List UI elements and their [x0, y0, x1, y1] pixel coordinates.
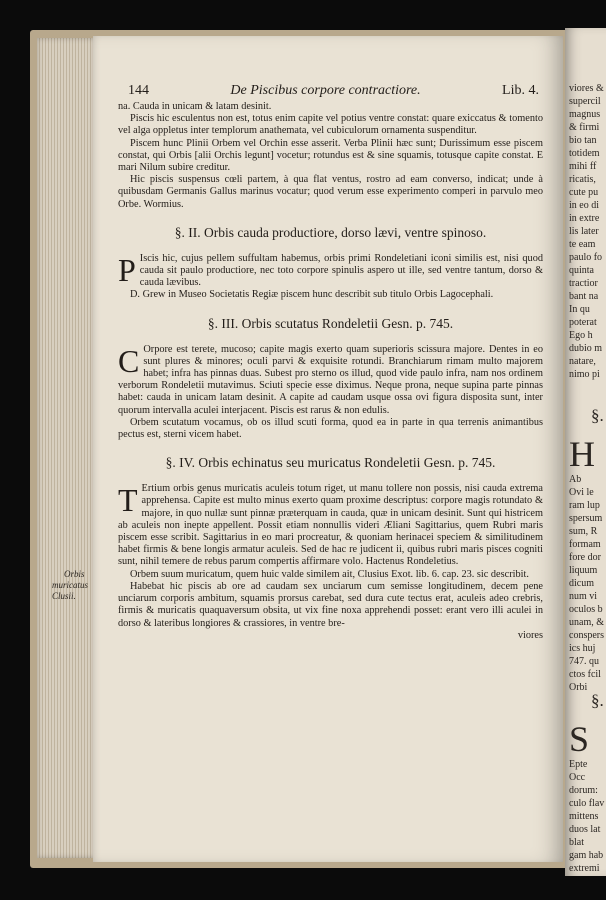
page-number: 144: [128, 83, 149, 98]
paragraph: Habebat hic piscis ab ore ad caudam sex unciarum cum semisse longitudinem, decem pene unciarum corporis ambitum, squamis prorsus carebat, sed dura cute tectus erat, aculeis adeo crebris, firmis & muricatis quaquaversum obsita, ut vix fine noxa apprehendi posset: erant vero illi aculei in dorso & lateribus longiores & crassiores, in ventre bre-: [118, 580, 543, 629]
paragraph: Hic piscis suspensus cœli partem, à qua flat ventus, rostro ad eam converso, indicat; unde à quibusdam Germanis Gallus marinus vocatur; quod verum esse experimento comperi in parvulo meo Orbe. Wormius.: [118, 174, 543, 210]
facing-line: lis later: [569, 226, 599, 237]
facing-page-text: [569, 82, 606, 875]
paragraph: [52, 568, 543, 601]
facing-line: duos lat: [569, 824, 601, 835]
section-heading: §. II. Orbis cauda productiore, dorso lævi, ventre spinoso.: [174, 224, 487, 240]
section-heading: §. III. Orbis scutatus Rondeletii Gesn. p. 745.: [207, 315, 454, 331]
facing-drop-cap: S: [569, 719, 590, 759]
facing-line: spersum: [569, 513, 603, 524]
drop-cap: T: [118, 482, 138, 519]
facing-line: & firmi: [569, 122, 600, 133]
section-heading: §. IV. Orbis echinatus seu muricatus Rondeletii Gesn. p. 745.: [165, 455, 496, 471]
facing-line: viores &: [569, 83, 604, 94]
facing-line: poterat: [569, 317, 597, 328]
paragraph: na. Cauda in unicam & latam desinit.: [118, 101, 272, 112]
paragraph: Iscis hic, cujus pellem suffultam habemus, orbis primi Rondeletiani iconi similis est, nisi quod cauda sit paulo productiore, nec toto corpore spinulis aspero ut ille, sed ventre tantum, dorso & cauda lævibus.: [139, 252, 543, 289]
facing-page: [565, 28, 606, 876]
facing-line: cute pu: [569, 187, 599, 198]
paragraph-text: Orbem suum muricatum, quem huic valde similem ait, Clusius Exot. lib. 6. cap. 23. sic describit.: [130, 568, 529, 580]
facing-line: quinta: [569, 265, 594, 276]
facing-line: fore dor: [569, 552, 601, 563]
facing-line: unam, &: [569, 617, 604, 628]
facing-line: ricatis,: [569, 174, 596, 185]
facing-line: extremi: [569, 863, 600, 874]
facing-line: in eo di: [569, 200, 599, 211]
facing-line: Orbi: [569, 682, 588, 693]
margin-note: Orbis muricatus Clusii.: [52, 568, 88, 601]
drop-cap: P: [118, 251, 136, 288]
facing-line: formam: [569, 539, 601, 550]
facing-line: supercil: [569, 96, 601, 107]
facing-line: mittens: [569, 811, 599, 822]
facing-line: num vi: [569, 591, 598, 602]
facing-line: nimo pi: [569, 369, 600, 380]
section-body: [118, 344, 543, 442]
facing-line: in extre: [569, 213, 600, 224]
paragraph: Piscis hic esculentus non est, totus enim capite vel potius ventre constat: quare exiccatus & tomento vel alga oppletus inter templorum anathemata, vel cubiculorum ornamenta suspenditur.: [118, 113, 543, 137]
facing-line: dubio m: [569, 343, 603, 354]
facing-line: gam hab: [569, 850, 604, 861]
facing-line: te eam: [569, 239, 596, 250]
facing-line: Ego h: [569, 330, 593, 341]
facing-line: ctos fcil: [569, 669, 601, 680]
facing-line: ram lup: [569, 500, 600, 511]
facing-line: magnus: [569, 109, 601, 120]
facing-line: Epte: [569, 759, 588, 770]
facing-line: sum, R: [569, 526, 598, 537]
facing-line: liquum: [569, 565, 598, 576]
facing-line: bant na: [569, 291, 599, 302]
facing-line: In qu: [569, 304, 590, 315]
facing-line: bio tan: [569, 135, 597, 146]
facing-line: Occ: [569, 772, 586, 783]
paragraph: Orbem scutatum vocamus, ob os illud scuti forma, quod ea in parte in qua terrenis animantibus pectus est, sterni vicem habet.: [118, 416, 543, 441]
facing-line: paulo fo: [569, 252, 603, 263]
paragraph: Ertium orbis genus muricatis aculeis totum riget, ut manu tollere non possis, nisi cauda extrema apprehensa. Capite est multo minus exerto quam proxime descriptus: corpore magis rotundato & majore, in quo nullæ sunt pinnæ præterquam in cauda, quæ in unicam desinit. Sunt qui histricem ab aculeis non inepte appellent. Possit etiam nonnullis videri Æliani Sagittarius, quem Rubri maris piscem esse scribit. Sagittarius in eo mari procreatur, & quoniam herinacei speciem & similitudinem habet firmis & bene longis armatur aculeis. Sed de hac re judicent ii, quibus rubri maris pisces cogniti sunt, nihil temere de rebus parum compertis affirmare volo. Hactenus Rondeletius.: [118, 483, 543, 568]
facing-line: Ovi le: [569, 487, 594, 498]
facing-line: culo flav: [569, 798, 605, 809]
facing-line: Ab: [569, 474, 582, 485]
facing-line: natare,: [569, 356, 596, 367]
paragraph: Orpore est terete, mucoso; capite magis exerto quam superioris scissura majore. Dentes in eo sunt plures & minores; oculi parvi & exquisite rotundi. Branchiarum rimam multo majorem habet; infra has pinnas duas. Subest pro sterno os illud, quod vide paulo infra, nam nos ordinem verborum Rondeletii mutavimus. Sciuti specie esse diximus. Neque prona, neque supina parte pinnas habet: cauda in unicam latam desinit. A capite ad caudam usque ossa ovi figura disposita sunt, inter quorum intervalla aculei interjacent. Piscis est rarus & non edulis.: [118, 343, 543, 416]
facing-line: conspers: [569, 630, 604, 641]
paragraph: D. Grew in Museo Societatis Regiæ piscem hunc describit sub titulo Orbis Lagocephali.: [130, 289, 494, 301]
intro-text: [118, 101, 543, 211]
facing-gap: [569, 381, 606, 409]
facing-section-mark: §.: [591, 406, 604, 425]
section-body: [52, 482, 543, 629]
section-body: [118, 253, 543, 302]
facing-section-mark: §.: [591, 691, 604, 710]
running-title: De Piscibus corpore contractiore.: [230, 83, 421, 98]
facing-line: dorum:: [569, 785, 598, 796]
facing-line: totidem: [569, 148, 600, 159]
facing-drop-cap: H: [569, 434, 595, 474]
book-number: Lib. 4.: [502, 83, 539, 98]
facing-line: oculos b: [569, 604, 603, 615]
facing-line: tractior: [569, 278, 598, 289]
facing-line: 747. qu: [569, 656, 599, 667]
paragraph: Piscem hunc Plinii Orbem vel Orchin esse asserit. Verba Plinii hæc sunt; Durissimum esse piscem constat, qui Orbis [alii Orchis legunt] vocetur; rotundus est & sine squamis, totusque capite constat. E mari Nilum subire creditur.: [118, 137, 543, 174]
running-head: [118, 83, 543, 99]
page-edges: [37, 38, 95, 858]
facing-line: blat: [569, 837, 584, 848]
drop-cap: C: [118, 342, 140, 379]
catchword: viores: [517, 629, 543, 641]
facing-line: mihi ff: [569, 161, 597, 172]
facing-line: ics huj: [569, 643, 596, 654]
facing-line: dicum: [569, 578, 594, 589]
page-content: [52, 83, 543, 642]
